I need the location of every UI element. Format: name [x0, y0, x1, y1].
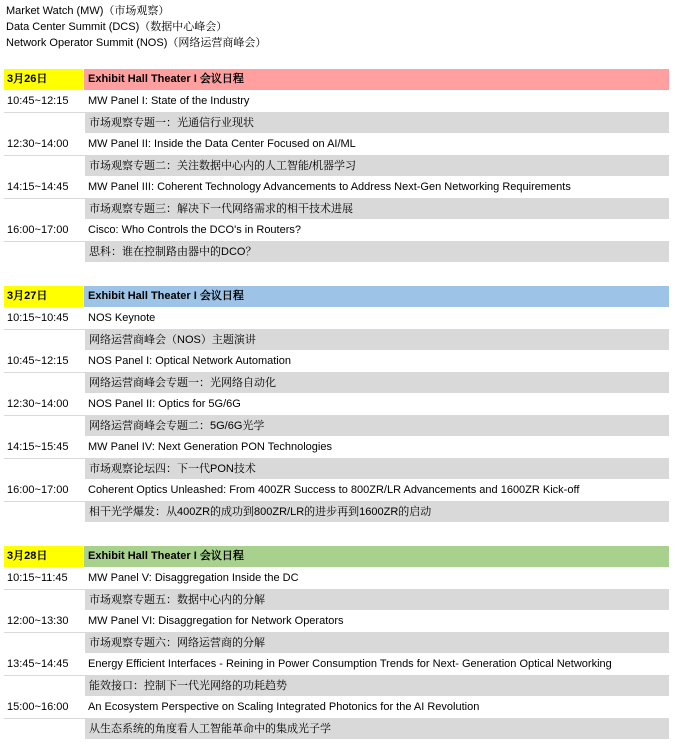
session-time: 10:15~11:45	[7, 572, 68, 584]
day-schedule-2	[4, 546, 669, 740]
session-row-zh	[4, 242, 669, 264]
session-row	[4, 394, 669, 416]
day-schedule-0	[4, 69, 669, 263]
session-title-zh: 网络运营商峰会专题二：5G/6G光学	[89, 419, 265, 432]
session-row-zh	[4, 590, 669, 612]
session-title-en: MW Panel II: Inside the Data Center Focused on AI/ML	[88, 138, 356, 150]
session-row	[4, 220, 669, 242]
session-row-zh	[4, 156, 669, 178]
session-title-zh: 市场观察专题二：关注数据中心内的人工智能/机器学习	[89, 159, 357, 172]
session-time: 13:45~14:45	[7, 658, 69, 670]
day-title: Exhibit Hall Theater I 会议日程	[84, 286, 669, 307]
session-title-zh: 相干光学爆发：从400ZR的成功到800ZR/LR的进步再到1600ZR的启动	[89, 505, 432, 518]
session-row	[4, 308, 669, 330]
session-row	[4, 697, 669, 719]
session-title-zh: 能效接口：控制下一代光网络的功耗趋势	[89, 679, 287, 692]
session-row	[4, 177, 669, 199]
session-row	[4, 654, 669, 676]
session-row	[4, 134, 669, 156]
day-title: Exhibit Hall Theater I 会议日程	[84, 69, 669, 90]
session-title-en: An Ecosystem Perspective on Scaling Integrated Photonics for the AI Revolution	[88, 701, 480, 713]
session-title-zh: 网络运营商峰会（NOS）主题演讲	[89, 333, 256, 346]
session-title-en: Cisco: Who Controls the DCO's in Routers?	[88, 224, 302, 236]
day-schedule-1	[4, 286, 669, 523]
summit-legend	[6, 3, 266, 51]
session-title-en: MW Panel IV: Next Generation PON Technologies	[88, 441, 332, 453]
day-date: 3月26日	[4, 69, 84, 90]
session-title-en: MW Panel I: State of the Industry	[88, 95, 250, 107]
session-title-en: MW Panel V: Disaggregation Inside the DC	[88, 572, 299, 584]
legend-item: Network Operator Summit (NOS)（网络运营商峰会）	[6, 37, 267, 49]
session-row-zh	[4, 373, 669, 395]
session-row	[4, 480, 669, 502]
legend-item: Data Center Summit (DCS)（数据中心峰会）	[6, 21, 228, 33]
session-row-zh	[4, 416, 669, 438]
session-title-en: NOS Panel I: Optical Network Automation	[88, 355, 291, 367]
session-row-zh	[4, 113, 669, 135]
session-title-en: MW Panel III: Coherent Technology Advancements to Address Next-Gen Networking Requirements	[88, 181, 571, 193]
session-title-zh: 市场观察论坛四：下一代PON技术	[89, 462, 256, 475]
session-row	[4, 611, 669, 633]
session-title-zh: 从生态系统的角度看人工智能革命中的集成光子学	[89, 722, 331, 735]
session-title-zh: 市场观察专题六：网络运营商的分解	[89, 636, 265, 649]
session-row	[4, 351, 669, 373]
day-header	[4, 69, 669, 91]
session-time: 10:15~10:45	[7, 312, 69, 324]
session-title-zh: 市场观察专题三：解决下一代网络需求的相干技术进展	[89, 202, 353, 215]
session-title-zh: 市场观察专题五：数据中心内的分解	[89, 593, 265, 606]
day-date: 3月28日	[4, 546, 84, 567]
session-time: 10:45~12:15	[7, 95, 69, 107]
session-row-zh	[4, 719, 669, 741]
day-header	[4, 286, 669, 308]
session-row-zh	[4, 502, 669, 524]
legend-item: Market Watch (MW)（市场观察）	[6, 5, 170, 17]
session-time: 14:15~14:45	[7, 181, 69, 193]
session-time: 10:45~12:15	[7, 355, 69, 367]
session-row-zh	[4, 633, 669, 655]
session-row-zh	[4, 459, 669, 481]
session-title-en: MW Panel VI: Disaggregation for Network Operators	[88, 615, 344, 627]
session-time: 16:00~17:00	[7, 484, 69, 496]
session-row-zh	[4, 330, 669, 352]
session-time: 12:00~13:30	[7, 615, 69, 627]
session-row	[4, 437, 669, 459]
session-title-en: NOS Panel II: Optics for 5G/6G	[88, 398, 241, 410]
session-row-zh	[4, 199, 669, 221]
day-date: 3月27日	[4, 286, 84, 307]
session-time: 12:30~14:00	[7, 138, 69, 150]
session-title-zh: 网络运营商峰会专题一：光网络自动化	[89, 376, 276, 389]
session-row	[4, 91, 669, 113]
session-row	[4, 568, 669, 590]
session-time: 14:15~15:45	[7, 441, 69, 453]
session-time: 16:00~17:00	[7, 224, 69, 236]
session-title-en: Coherent Optics Unleashed: From 400ZR Success to 800ZR/LR Advancements and 1600ZR Kick-off	[88, 484, 580, 496]
session-title-en: Energy Efficient Interfaces - Reining in Power Consumption Trends for Next- Generation Optical Networking	[88, 658, 612, 670]
session-time: 15:00~16:00	[7, 701, 69, 713]
session-title-zh: 市场观察专题一：光通信行业现状	[89, 116, 254, 129]
day-title: Exhibit Hall Theater I 会议日程	[84, 546, 669, 567]
day-header	[4, 546, 669, 568]
session-title-en: NOS Keynote	[88, 312, 156, 324]
session-row-zh	[4, 676, 669, 698]
session-title-zh: 思科：谁在控制路由器中的DCO？	[89, 245, 257, 258]
session-time: 12:30~14:00	[7, 398, 69, 410]
